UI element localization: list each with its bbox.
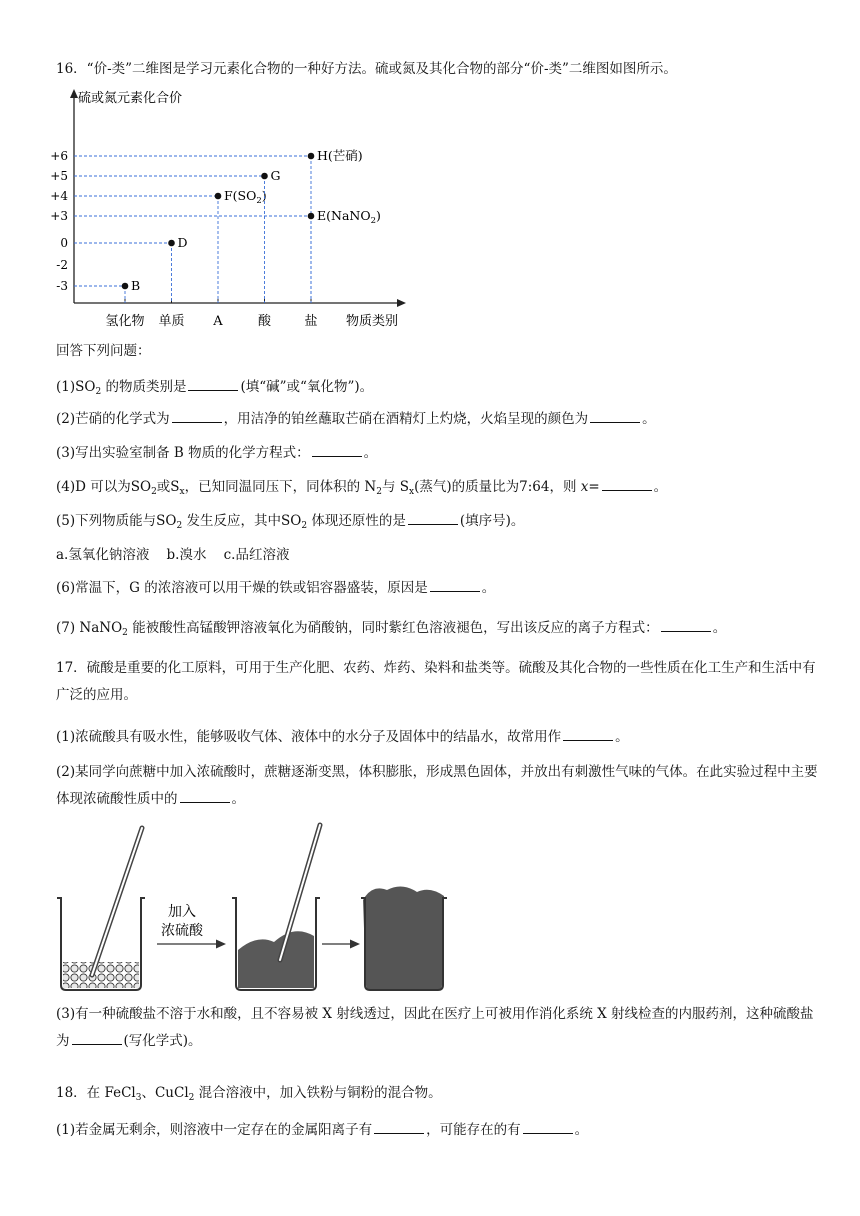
answer-blank[interactable] bbox=[72, 1031, 122, 1045]
q17-intro: 17．硫酸是重要的化工原料，可用于生产化肥、农药、炸药、染料和盐类等。硫酸及其化合物的一些性质在化工生产和生活中有广泛的应用。 bbox=[56, 660, 816, 703]
y-tick-label: 0 bbox=[60, 236, 68, 250]
data-point-label: E(NaNO$_2$) bbox=[317, 208, 381, 226]
y-tick-label: +5 bbox=[50, 169, 68, 183]
x-tick-label: 单质 bbox=[158, 314, 185, 329]
q16-part2: (2)芒硝的化学式为 ，用洁净的铂丝蘸取芒硝在酒精灯上灼烧，火焰呈现的颜色为 。 bbox=[56, 411, 656, 427]
x-tick-label: A bbox=[213, 314, 223, 329]
answer-blank[interactable] bbox=[172, 409, 222, 423]
x-tick-label: 盐 bbox=[304, 314, 318, 329]
x-tick-label: 氢化物 bbox=[105, 314, 145, 329]
q16-part1: $(1)SO_2$ 的物质类别是 (填“碱”或“氧化物”)。 bbox=[56, 379, 374, 397]
data-point-label: H(芒硝) bbox=[317, 148, 363, 163]
data-point bbox=[308, 153, 315, 160]
arrow-head-icon bbox=[216, 940, 226, 949]
q18-intro: 18．在 FeCl$_3$、CuCl$_2$ 混合溶液中，加入铁粉与铜粉的混合物。 bbox=[56, 1085, 442, 1103]
y-axis-title: 硫或氮元素化合价 bbox=[78, 91, 183, 106]
beaker-black-solid bbox=[361, 886, 447, 990]
q17-part3: (3)有一种硫酸盐不溶于水和酸，且不容易被 X 射线透过，因此在医疗上可被用作消化系统 X 射线检查的内服药剂，这种硫酸盐为 (写化学式)。 bbox=[56, 1006, 814, 1049]
data-point bbox=[308, 213, 315, 220]
q16-part3: (3)写出实验室制备 B 物质的化学方程式： 。 bbox=[56, 445, 378, 461]
q17-part1: (1)浓硫酸具有吸水性，能够吸收气体、液体中的水分子及固体中的结晶水，故常用作 。 bbox=[56, 729, 629, 745]
arrow-label-line1: 加入 bbox=[168, 904, 196, 920]
answer-blank[interactable] bbox=[661, 618, 711, 632]
answer-blank[interactable] bbox=[590, 409, 640, 423]
q17-part2: (2)某同学向蔗糖中加入浓硫酸时，蔗糖逐渐变黑，体积膨胀，形成黑色固体，并放出有刺激性气味的气体。在此实验过程中主要体现浓硫酸性质中的 。 bbox=[56, 764, 818, 807]
y-tick-label: +6 bbox=[50, 149, 68, 163]
q16-part4: (4)D 可以为$SO_2$或$S_x$，已知同温同压下，同体积的 $N_2$与 $S_x$(蒸气)的质量比为7:64，则 x= 。 bbox=[56, 479, 668, 497]
q18-part1: (1)若金属无剩余，则溶液中一定存在的金属阳离子有 ，可能存在的有 。 bbox=[56, 1122, 589, 1138]
y-tick-label: -3 bbox=[56, 279, 68, 293]
beaker-with-sugar bbox=[57, 828, 145, 990]
data-point bbox=[215, 193, 222, 200]
answer-blank[interactable] bbox=[180, 789, 230, 803]
data-point bbox=[261, 173, 268, 180]
y-axis-arrow-icon bbox=[70, 89, 78, 98]
q16-intro: 16．“价-类”二维图是学习元素化合物的一种好方法。硫或氮及其化合物的部分“价-类”二维图如图所示。 bbox=[56, 61, 677, 77]
x-axis-arrow-icon bbox=[397, 299, 406, 307]
y-tick-label: +3 bbox=[50, 209, 68, 223]
answer-blank[interactable] bbox=[602, 477, 652, 491]
answer-blank[interactable] bbox=[312, 443, 362, 457]
data-point bbox=[168, 240, 175, 247]
data-point-label: $F(SO_2)$ bbox=[224, 188, 267, 206]
answer-blank[interactable] bbox=[563, 727, 613, 741]
y-tick-label: -2 bbox=[56, 258, 68, 272]
beaker-blackening bbox=[232, 825, 320, 990]
valence-class-chart bbox=[50, 84, 410, 334]
arrow-head-icon bbox=[350, 940, 360, 949]
answer-blank[interactable] bbox=[523, 1120, 573, 1134]
q16-part5: (5)下列物质能与$SO_2$ 发生反应，其中$SO_2$ 体现还原性的是 (填序号)。 bbox=[56, 513, 525, 531]
y-tick-label: +4 bbox=[50, 189, 68, 203]
answer-blank[interactable] bbox=[408, 511, 458, 525]
sugar-dehydration-figure bbox=[52, 820, 452, 995]
q16-answer-intro: 回答下列问题： bbox=[56, 343, 151, 359]
arrow-label-line2: 浓硫酸 bbox=[161, 923, 203, 939]
answer-blank[interactable] bbox=[430, 578, 480, 592]
x-tick-label: 酸 bbox=[257, 314, 272, 329]
data-point-label: G bbox=[270, 168, 281, 183]
x-axis-title: 物质类别 bbox=[346, 314, 399, 329]
q16-part5-options: a.氢氧化钠溶液 b.溴水 c.品红溶液 bbox=[56, 547, 290, 563]
data-point-label: B bbox=[131, 278, 141, 293]
data-point bbox=[122, 283, 129, 290]
q16-part6: (6)常温下，G 的浓溶液可以用干燥的铁或铝容器盛装，原因是 。 bbox=[56, 580, 496, 596]
data-point-label: D bbox=[177, 235, 188, 250]
answer-blank[interactable] bbox=[374, 1120, 424, 1134]
answer-blank[interactable] bbox=[188, 377, 238, 391]
q16-part7: (7) NaNO$_2$ 能被酸性高锰酸钾溶液氧化为硝酸钠，同时紫红色溶液褪色，写出该反应的离子方程式： 。 bbox=[56, 620, 727, 638]
